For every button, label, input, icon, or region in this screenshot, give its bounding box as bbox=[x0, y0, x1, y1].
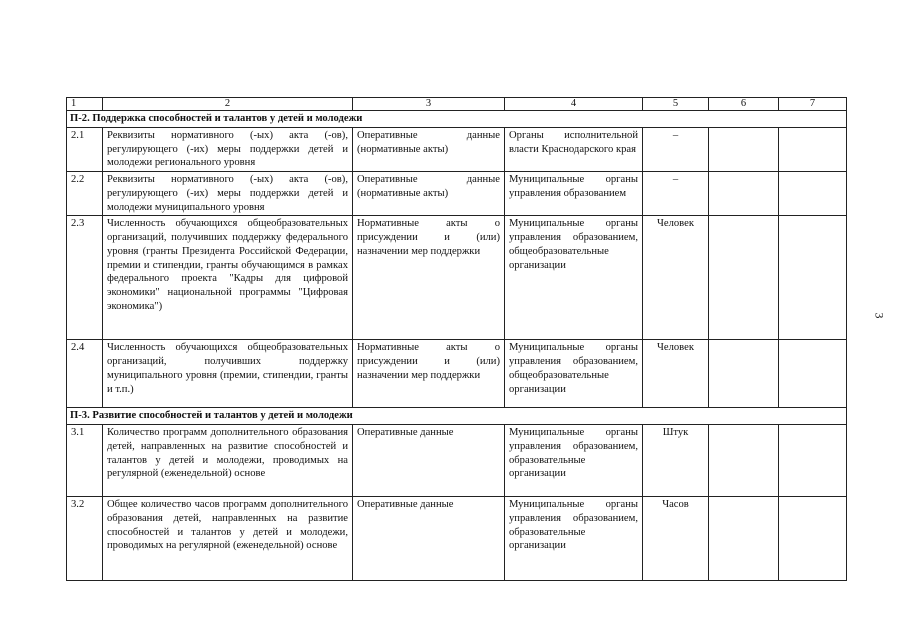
section-header-row bbox=[67, 408, 847, 425]
row-number: 2.2 bbox=[67, 172, 103, 216]
responsible-text: Муниципальные органы управления образованием, образовательные организации bbox=[505, 497, 643, 581]
responsible-text: Органы исполнительной власти Краснодарского края bbox=[505, 127, 643, 171]
unit-text: – bbox=[643, 127, 709, 171]
empty-cell bbox=[709, 497, 779, 581]
responsible-text: Муниципальные органы управления образованием, общеобразовательные организации bbox=[505, 216, 643, 340]
unit-text: Человек bbox=[643, 340, 709, 408]
unit-text: Часов bbox=[643, 497, 709, 581]
page-number: 3 bbox=[872, 312, 887, 319]
column-number: 6 bbox=[709, 98, 779, 111]
column-number: 4 bbox=[505, 98, 643, 111]
column-number: 2 bbox=[103, 98, 353, 111]
column-number: 3 bbox=[353, 98, 505, 111]
empty-cell bbox=[779, 425, 847, 497]
empty-cell bbox=[779, 497, 847, 581]
row-number: 2.1 bbox=[67, 127, 103, 171]
column-number: 1 bbox=[67, 98, 103, 111]
indicator-text: Общее количество часов программ дополнительного образования детей, направленных на развитие способностей и талантов у детей и молодежи, проводимых на регулярной (еженедельной) основе bbox=[103, 497, 353, 581]
indicator-text: Реквизиты нормативного (-ых) акта (-ов), регулирующего (-их) меры поддержки детей и молодежи регионального уровня bbox=[103, 127, 353, 171]
row-number: 2.3 bbox=[67, 216, 103, 340]
table-row bbox=[67, 127, 847, 171]
section-title: П-3. Развитие способностей и талантов у детей и молодежи bbox=[67, 408, 847, 425]
responsible-text: Муниципальные органы управления образованием, образовательные организации bbox=[505, 425, 643, 497]
empty-cell bbox=[709, 216, 779, 340]
column-number-row bbox=[67, 98, 847, 111]
responsible-text: Муниципальные органы управления образованием, общеобразовательные организации bbox=[505, 340, 643, 408]
empty-cell bbox=[709, 172, 779, 216]
empty-cell bbox=[779, 340, 847, 408]
indicator-text: Количество программ дополнительного образования детей, направленных на развитие способностей и талантов у детей и молодежи, проводимых на регулярной (еженедельной) основе bbox=[103, 425, 353, 497]
empty-cell bbox=[709, 127, 779, 171]
empty-cell bbox=[779, 216, 847, 340]
column-number: 7 bbox=[779, 98, 847, 111]
empty-cell bbox=[779, 127, 847, 171]
table-row bbox=[67, 425, 847, 497]
source-text: Оперативные данные (нормативные акты) bbox=[353, 172, 505, 216]
row-number: 3.2 bbox=[67, 497, 103, 581]
row-number: 2.4 bbox=[67, 340, 103, 408]
source-text: Оперативные данные bbox=[353, 425, 505, 497]
responsible-text: Муниципальные органы управления образованием bbox=[505, 172, 643, 216]
section-title: П-2. Поддержка способностей и талантов у детей и молодежи bbox=[67, 111, 847, 128]
table-row bbox=[67, 172, 847, 216]
indicator-text: Численность обучающихся общеобразовательных организаций, получивших поддержку федерального уровня (гранты Президента Российской Федерации, премии и стипендии, гранты обучающимся в рамках федерального проекта "Кадры для цифровой экономики" национальной программы "Цифровая экономика") bbox=[103, 216, 353, 340]
empty-cell bbox=[709, 340, 779, 408]
indicator-table bbox=[66, 97, 847, 581]
empty-cell bbox=[709, 425, 779, 497]
table-row bbox=[67, 497, 847, 581]
unit-text: – bbox=[643, 172, 709, 216]
source-text: Нормативные акты о присуждении и (или) назначении мер поддержки bbox=[353, 216, 505, 340]
empty-cell bbox=[779, 172, 847, 216]
unit-text: Штук bbox=[643, 425, 709, 497]
row-number: 3.1 bbox=[67, 425, 103, 497]
indicator-text: Численность обучающихся общеобразовательных организаций, получивших поддержку муниципального уровня (премии, стипендии, гранты и т.п.) bbox=[103, 340, 353, 408]
source-text: Оперативные данные (нормативные акты) bbox=[353, 127, 505, 171]
source-text: Оперативные данные bbox=[353, 497, 505, 581]
column-number: 5 bbox=[643, 98, 709, 111]
table-row bbox=[67, 340, 847, 408]
section-header-row bbox=[67, 111, 847, 128]
unit-text: Человек bbox=[643, 216, 709, 340]
source-text: Нормативные акты о присуждении и (или) назначении мер поддержки bbox=[353, 340, 505, 408]
indicator-text: Реквизиты нормативного (-ых) акта (-ов), регулирующего (-их) меры поддержки детей и молодежи муниципального уровня bbox=[103, 172, 353, 216]
table-row bbox=[67, 216, 847, 340]
